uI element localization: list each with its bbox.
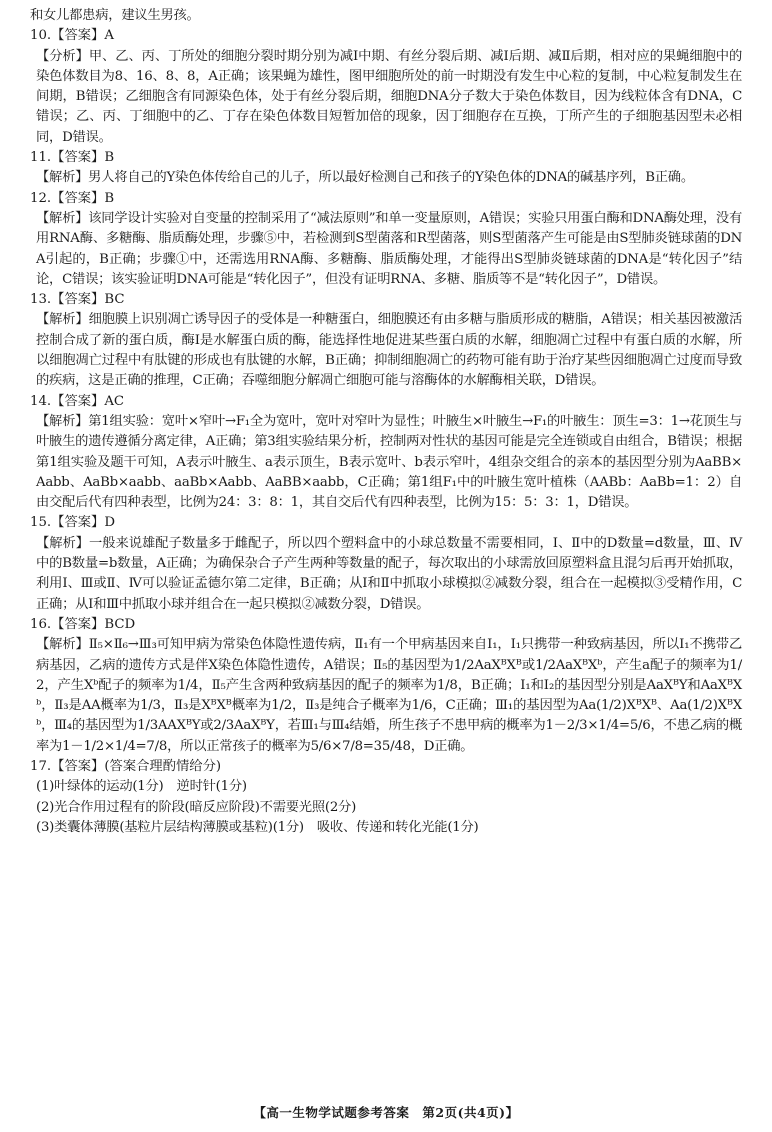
answer-17-part-3: (3)类囊体薄膜(基粒片层结构薄膜或基粒)(1分) 吸收、传递和转化光能(1分) [36,819,479,835]
analysis-15: 【解析】一般来说雄配子数量多于雌配子，所以四个塑料盒中的小球总数量不需要相同，Ⅰ、Ⅱ中的D数量=d数量，Ⅲ、Ⅳ中的B数量=b数量，A正确；为确保杂合子产生两种等数量的配子，每次取出的小球需放回原塑料盒且混匀后再开始抓取，利用Ⅰ、Ⅲ或Ⅱ、Ⅳ可以验证孟德尔第二定律，B正确；从Ⅰ和Ⅱ中抓取小球模拟②减数分裂，组合在一起模拟③受精作用，C正确；从Ⅰ和Ⅲ中抓取小球并组合在一起只模拟②减数分裂，D错误。 [36,535,742,612]
analysis-12: 【解析】该同学设计实验对自变量的控制采用了“减法原则”和单一变量原则，A错误；实验只用蛋白酶和DNA酶处理，没有用RNA酶、多糖酶、脂质酶处理，步骤⑤中，若检测到S型菌落和R型菌落，则S型菌落产生可能是由S型肺炎链球菌的DNA引起的，B正确；步骤①中，还需选用RNA酶、多糖酶、脂质酶处理，才能得出S型肺炎链球菌的DNA是“转化因子”结论，C错误；该实验证明DNA可能是“转化因子”，但没有证明RNA、多糖、脂质等不是“转化因子”，D错误。 [36,210,742,287]
answer-heading-13: 13.【答案】BC [30,292,125,308]
answer-17-part-2: (2)光合作用过程有的阶段(暗反应阶段)不需要光照(2分) [36,799,357,815]
answer-17-part-1: (1)叶绿体的运动(1分) 逆时针(1分) [36,779,247,795]
answer-heading-12: 12.【答案】B [30,190,115,206]
answer-heading-11: 11.【答案】B [30,150,115,166]
analysis-16: 【解析】Ⅱ₅×Ⅱ₆→Ⅲ₃可知甲病为常染色体隐性遗传病，Ⅱ₁有一个甲病基因来自Ⅰ₁，Ⅰ₁只携带一种致病基因，所以Ⅰ₁不携带乙病基因，乙病的遗传方式是伴X染色体隐性遗传，A错误；Ⅱ₅的基因型为1/2AaXᴮXᴮ或1/2AaXᴮXᵇ，产生a配子的频率为1/2，产生Xᵇ配子的频率为1/4，Ⅱ₅产生含两种致病基因的配子的频率为1/8，B正确；Ⅰ₁和Ⅰ₂的基因型分别是AaXᴮY和AaXᴮXᵇ，Ⅱ₃是AA概率为1/3，Ⅱ₃是XᴮXᴮ概率为1/2，Ⅱ₃是纯合子概率为1/6，C正确；Ⅲ₁的基因型为Aa(1/2)XᴮXᴮ、Aa(1/2)XᴮXᵇ，Ⅲ₄的基因型为1/3AAXᴮY或2/3AaXᴮY，若Ⅲ₁与Ⅲ₄结婚，所生孩子不患甲病的概率为1－2/3×1/4=5/6，不患乙病的概率为1－1/2×1/4=7/8，所以正常孩子的概率为5/6×7/8=35/48，D正确。 [36,637,742,754]
answer-heading-10: 10.【答案】A [30,28,114,44]
page-footer: 【高一生物学试题参考答案 第2页(共4页)】 [253,1105,519,1120]
text-line: 和女儿都患病，建议生男孩。 [30,8,200,23]
analysis-10: 【分析】甲、乙、丙、丁所处的细胞分裂时期分别为减Ⅰ中期、有丝分裂后期、减Ⅰ后期、减Ⅱ后期，相对应的果蝇细胞中的染色体数目为8、16、8、8，A正确；该果蝇为雄性，图甲细胞所处的前一时期没有发生中心粒的复制，中心粒复制发生在间期，B错误；乙细胞含有同源染色体，处于有丝分裂后期，细胞DNA分子数大于染色体数目，因为线粒体含有DNA，C错误；乙、丙、丁细胞中的乙、丁存在染色体数目短暂加倍的现象，因丁细胞存在互换，丁所产生的子细胞基因型未必相同，D错误。 [36,48,742,145]
analysis-11: 【解析】男人将自己的Y染色体传给自己的儿子，所以最好检测自己和孩子的Y染色体的DNA的碱基序列，B正确。 [36,170,694,186]
analysis-14: 【解析】第1组实验：宽叶×窄叶→F₁全为宽叶，宽叶对窄叶为显性；叶腋生×叶腋生→F₁的叶腋生：顶生=3：1→花顶生与叶腋生的遗传遵循分离定律，A正确；第3组实验结果分析，控制两对性状的基因可能是完全连锁或自由组合，B错误；根据第1组实验及题干可知，A表示叶腋生、a表示顶生，B表示宽叶、b表示窄叶，4组杂交组合的亲本的基因型分别为AaBB×Aabb、AaBb×aabb、aaBb×Aabb、AaBB×aabb，C正确；第1组F₁中的叶腋生宽叶植株（AABb：AaBb=1：2）自由交配后代有四种表型，比例为24：3：8：1，其自交后代有四种表型，比例为15：5：3：1，D错误。 [36,413,742,511]
answer-heading-14: 14.【答案】AC [30,393,125,409]
answer-heading-17: 17.【答案】(答案合理酌情给分) [30,758,222,774]
analysis-13: 【解析】细胞膜上识别凋亡诱导因子的受体是一种糖蛋白，细胞膜还有由多糖与脂质形成的糖脂，A错误；相关基因被激活控制合成了新的蛋白质，酶Ⅰ是水解蛋白质的酶，能选择性地促进某些蛋白质的水解，细胞凋亡过程中有蛋白质的水解，所以细胞凋亡过程中有肽键的形成也有肽键的水解，B正确；抑制细胞凋亡的药物可能有助于治疗某些因细胞凋亡过度而导致的疾病，这是正确的推理，C正确；吞噬细胞分解凋亡细胞可能与溶酶体的水解酶相关联，D错误。 [36,312,742,389]
answer-heading-15: 15.【答案】D [30,515,115,531]
answer-heading-16: 16.【答案】BCD [30,616,136,632]
